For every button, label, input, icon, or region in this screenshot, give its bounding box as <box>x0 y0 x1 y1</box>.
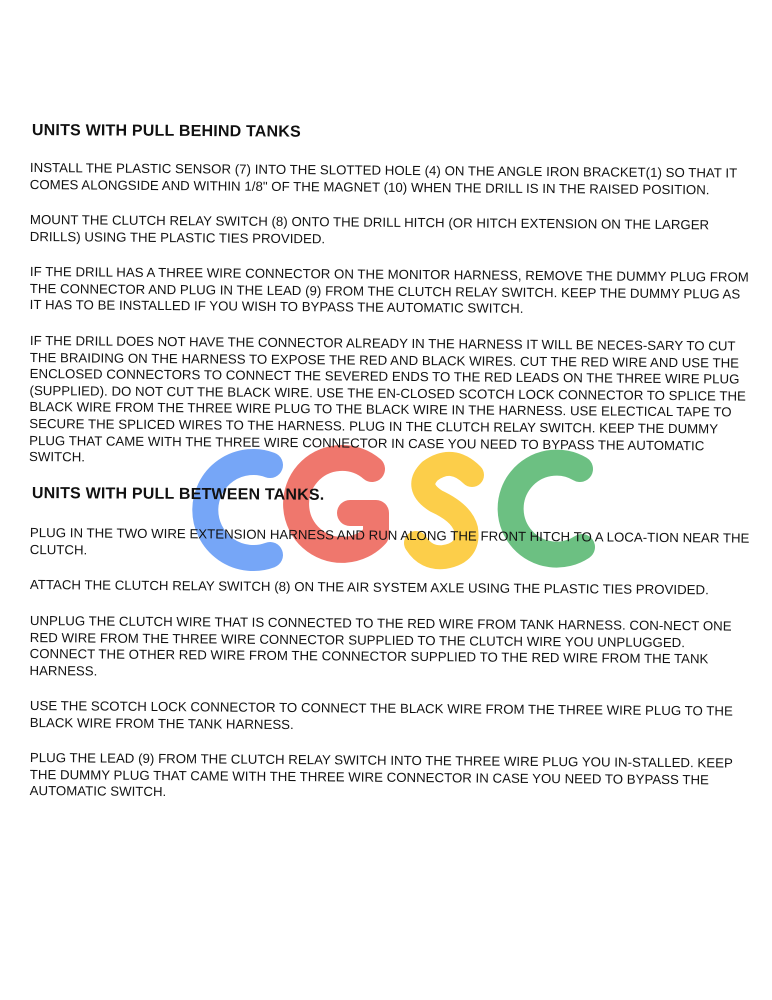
paragraph: MOUNT THE CLUTCH RELAY SWITCH (8) ONTO THE DRILL HITCH (OR HITCH EXTENSION ON THE LARGER DRILLS) USING THE PLASTIC TIES PROVIDED. <box>29 212 710 247</box>
paragraph: PLUG IN THE TWO WIRE EXTENSION HARNESS AND RUN ALONG THE FRONT HITCH TO A LOCA-TION NEAR THE CLUTCH. <box>29 524 750 557</box>
document-body <box>30 122 750 819</box>
section-pull-behind-tanks <box>30 122 750 466</box>
section-heading: UNITS WITH PULL BETWEEN TANKS. <box>31 484 325 504</box>
section-heading: UNITS WITH PULL BEHIND TANKS <box>31 122 301 141</box>
paragraph: PLUG THE LEAD (9) FROM THE CLUTCH RELAY SWITCH INTO THE THREE WIRE PLUG YOU IN-STALLED. KEEP THE DUMMY PLUG THAT CAME WITH THE THREE WIRE CONNECTOR IN CASE YOU NEED TO BYPASS THE AUTOMATIC SWITCH. <box>29 750 733 800</box>
paragraph: INSTALL THE PLASTIC SENSOR (7) INTO THE SLOTTED HOLE (4) ON THE ANGLE IRON BRACKET(1) SO THAT IT COMES ALONGSIDE AND WITHIN 1/8" OF THE MAGNET (10) WHEN THE DRILL IS IN THE RAISED POSITION. <box>29 160 738 197</box>
section-pull-between-tanks <box>30 485 750 800</box>
paragraph: USE THE SCOTCH LOCK CONNECTOR TO CONNECT THE BLACK WIRE FROM THE THREE WIRE PLUG TO THE BLACK WIRE FROM THE TANK HARNESS. <box>29 698 733 732</box>
paragraph: IF THE DRILL DOES NOT HAVE THE CONNECTOR ALREADY IN THE HARNESS IT WILL BE NECES-SARY TO CUT THE BRAIDING ON THE HARNESS TO EXPOSE THE RED AND BLACK WIRES. CUT THE RED WIRE AND USE THE ENCLOSED CONNECTORS TO CONNECT THE SEVERED ENDS TO THE RED LEADS ON THE THREE WIRE PLUG (SUPPLIED). DO NOT CUT THE BLACK WIRE. USE THE EN-CLOSED SCOTCH LOCK CONNECTOR TO SPLICE THE BLACK WIRE FROM THE THREE WIRE PLUG TO THE BLACK WIRE IN THE HARNESS. USE ELECTICAL TAPE TO SECURE THE SPLICED WIRES TO THE HARNESS. PLUG IN THE CLUTCH RELAY SWITCH. KEEP THE DUMMY PLUG THAT CAME WITH THE THREE WIRE CONNECTOR IN CASE YOU NEED TO BYPASS THE AUTOMATIC SWITCH. <box>28 333 746 465</box>
paragraph: IF THE DRILL HAS A THREE WIRE CONNECTOR ON THE MONITOR HARNESS, REMOVE THE DUMMY PLUG FROM THE CONNECTOR AND PLUG IN THE LEAD (9) FROM THE CLUTCH RELAY SWITCH. KEEP THE DUMMY PLUG AS IT HAS TO BE INSTALLED IF YOU WISH TO BYPASS THE AUTOMATIC SWITCH. <box>29 264 749 317</box>
paragraph: UNPLUG THE CLUTCH WIRE THAT IS CONNECTED TO THE RED WIRE FROM TANK HARNESS. CON-NECT ONE RED WIRE FROM THE THREE WIRE CONNECTOR SUPPLIED TO THE CLUTCH WIRE YOU UNPLUGGED. CONNECT THE OTHER RED WIRE FROM THE CONNECTOR SUPPLIED TO THE RED WIRE FROM THE TANK HARNESS. <box>29 612 732 678</box>
paragraph: ATTACH THE CLUTCH RELAY SWITCH (8) ON THE AIR SYSTEM AXLE USING THE PLASTIC TIES PROVIDED. <box>29 577 709 598</box>
